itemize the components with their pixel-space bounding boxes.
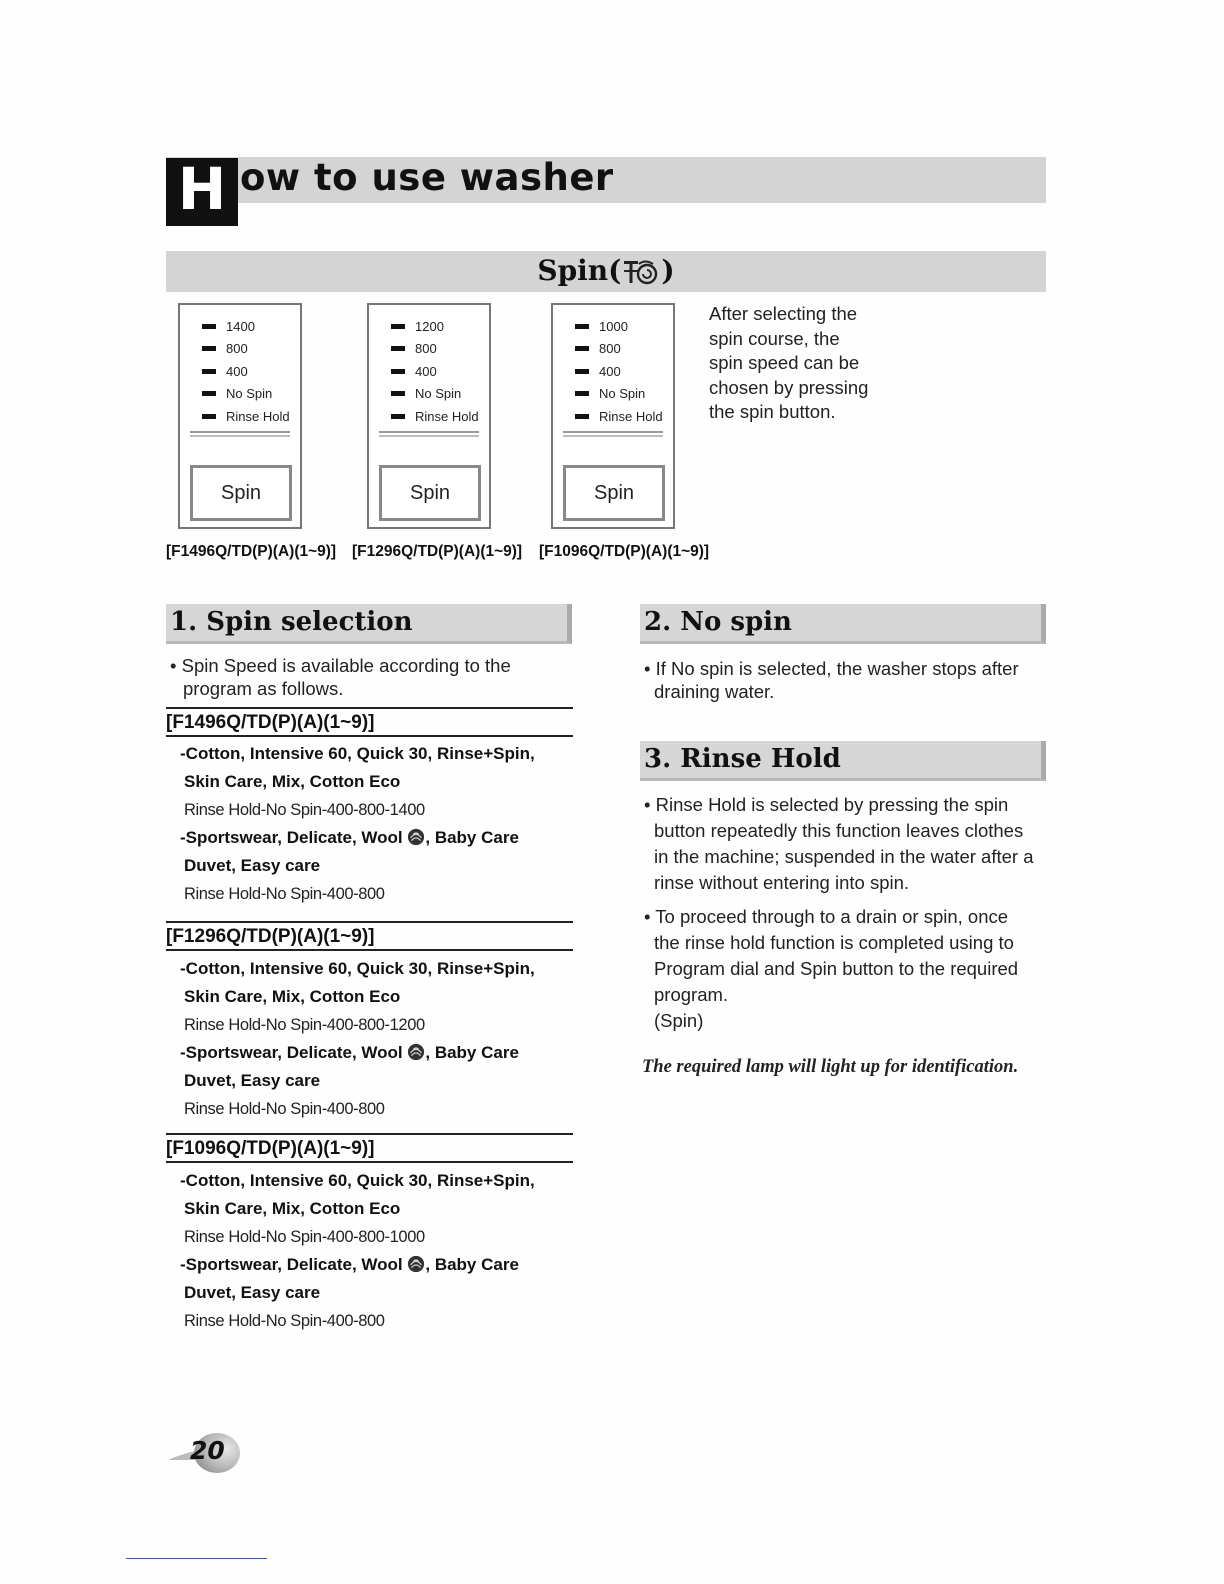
panel-row bbox=[391, 383, 479, 406]
spin-button[interactable]: Spin bbox=[190, 465, 292, 521]
panel-row-label: No Spin bbox=[599, 386, 646, 402]
intro-line: spin speed can be bbox=[709, 352, 860, 373]
panel-row bbox=[202, 405, 290, 428]
panel-row-label: 400 bbox=[599, 363, 621, 379]
bullet-line: program. bbox=[654, 984, 729, 1005]
bullet-line: Program dial and Spin button to the required bbox=[654, 958, 1019, 979]
spin-speed-list: Rinse Hold-No Spin-400-800-1000 bbox=[184, 1228, 425, 1246]
model-programs bbox=[180, 1167, 535, 1335]
program-list: Skin Care, Mix, Cotton Eco bbox=[184, 987, 401, 1006]
wool-icon bbox=[407, 1255, 425, 1273]
lamp-indicator bbox=[575, 346, 589, 351]
lamp-indicator bbox=[202, 324, 216, 329]
panel-row bbox=[202, 315, 290, 338]
lamp-indicator bbox=[575, 369, 589, 374]
panel-row-label: 1400 bbox=[226, 318, 255, 334]
program-list: Skin Care, Mix, Cotton Eco bbox=[184, 1199, 401, 1218]
model-programs bbox=[180, 955, 535, 1123]
panel-row bbox=[202, 360, 290, 383]
panel-row-label: No Spin bbox=[226, 386, 273, 402]
spin-icon bbox=[623, 259, 659, 285]
page-title: ow to use washer bbox=[240, 156, 614, 199]
bullet-line: To proceed through to a drain or spin, once bbox=[655, 906, 1009, 927]
program-list: Skin Care, Mix, Cotton Eco bbox=[184, 772, 401, 791]
page-number: 20 bbox=[190, 1436, 225, 1465]
intro-line: the spin button. bbox=[709, 401, 836, 422]
bullet-line: Rinse Hold is selected by pressing the spin bbox=[655, 794, 1009, 815]
lamp-indicator bbox=[575, 391, 589, 396]
section-2-bullet: • If No spin is selected, the washer stops after draining water. bbox=[644, 657, 1046, 703]
lamp-indicator bbox=[202, 391, 216, 396]
spin-heading-prefix: Spin( bbox=[537, 254, 622, 287]
panel-row-label: 400 bbox=[226, 363, 248, 379]
lamp-indicator bbox=[575, 414, 589, 419]
program-list: -Cotton, Intensive 60, Quick 30, Rinse+Spin, bbox=[180, 1171, 535, 1190]
spin-panel-2 bbox=[367, 303, 491, 529]
spin-panel-1 bbox=[178, 303, 302, 529]
panel-row-label: 400 bbox=[415, 363, 437, 379]
lamp-indicator bbox=[391, 346, 405, 351]
panel-row bbox=[202, 338, 290, 361]
bullet-line: the rinse hold function is completed using to bbox=[654, 932, 1014, 953]
intro-line: spin course, the bbox=[709, 327, 840, 349]
panel-row-label: 800 bbox=[599, 341, 621, 357]
bullet-line: If No spin is selected, the washer stops after bbox=[655, 658, 1019, 679]
bullet-line: draining water. bbox=[654, 681, 775, 702]
panel-row-label: 800 bbox=[226, 341, 248, 357]
model-heading: [F1296Q/TD(P)(A)(1~9)] bbox=[166, 921, 573, 951]
program-list: Duvet, Easy care bbox=[184, 856, 321, 875]
bullet-line: Spin Speed is available according to the bbox=[181, 655, 511, 676]
panel-row-label: Rinse Hold bbox=[415, 408, 479, 424]
panel-divider bbox=[379, 431, 479, 437]
panel-row bbox=[575, 315, 663, 338]
spin-button[interactable]: Spin bbox=[563, 465, 665, 521]
lamp-note: The required lamp will light up for identification. bbox=[642, 1057, 1019, 1077]
program-list: -Cotton, Intensive 60, Quick 30, Rinse+Spin, bbox=[180, 744, 535, 763]
panel-row bbox=[391, 315, 479, 338]
panel-row-label: 1000 bbox=[599, 318, 628, 334]
panel-row-label: 1200 bbox=[415, 318, 444, 334]
program-list: -Sportswear, Delicate, Wool , Baby Care bbox=[180, 828, 519, 847]
panel-row bbox=[575, 383, 663, 406]
bullet-line: button repeatedly this function leaves clothes bbox=[654, 820, 1024, 841]
panel-row bbox=[575, 338, 663, 361]
lamp-indicator bbox=[202, 414, 216, 419]
program-list: -Cotton, Intensive 60, Quick 30, Rinse+Spin, bbox=[180, 959, 535, 978]
bullet-line: program as follows. bbox=[183, 678, 344, 699]
spin-button[interactable]: Spin bbox=[379, 465, 481, 521]
model-programs bbox=[180, 740, 535, 908]
lamp-indicator bbox=[202, 369, 216, 374]
spin-heading bbox=[166, 251, 1046, 292]
bullet-line: in the machine; suspended in the water after a bbox=[654, 846, 1034, 867]
panel-row bbox=[391, 338, 479, 361]
spin-speed-list: Rinse Hold-No Spin-400-800 bbox=[184, 1100, 385, 1118]
panel-model-caption: [F1296Q/TD(P)(A)(1~9)] bbox=[352, 543, 523, 560]
lamp-indicator bbox=[391, 391, 405, 396]
program-list: Duvet, Easy care bbox=[184, 1283, 321, 1302]
panel-model-caption: [F1096Q/TD(P)(A)(1~9)] bbox=[539, 543, 710, 560]
intro-line: After selecting the bbox=[709, 303, 858, 324]
panel-row-label: Rinse Hold bbox=[226, 408, 290, 424]
bullet-line: rinse without entering into spin. bbox=[654, 872, 910, 893]
footer-line bbox=[126, 1558, 267, 1559]
panel-row-label: No Spin bbox=[415, 386, 462, 402]
spin-speed-list: Rinse Hold-No Spin-400-800 bbox=[184, 885, 385, 903]
panel-model-caption: [F1496Q/TD(P)(A)(1~9)] bbox=[166, 543, 337, 560]
lamp-indicator bbox=[391, 324, 405, 329]
spin-speed-list: Rinse Hold-No Spin-400-800 bbox=[184, 1312, 385, 1330]
section-3-bullet-1: • Rinse Hold is selected by pressing the spin button repeatedly this function leaves clothes in the machine; suspended in the water after a rinse without entering into spin. bbox=[644, 792, 1048, 896]
panel-row bbox=[391, 360, 479, 383]
model-heading: [F1096Q/TD(P)(A)(1~9)] bbox=[166, 1133, 573, 1163]
section-3-heading: 3. Rinse Hold bbox=[640, 741, 1046, 781]
lamp-indicator bbox=[391, 369, 405, 374]
intro-text bbox=[709, 302, 899, 425]
wool-icon bbox=[407, 1043, 425, 1061]
bullet-line: (Spin) bbox=[654, 1010, 704, 1031]
page-number-badge bbox=[166, 1430, 242, 1476]
panel-row bbox=[575, 360, 663, 383]
program-list: -Sportswear, Delicate, Wool , Baby Care bbox=[180, 1255, 519, 1274]
spin-heading-suffix: ) bbox=[661, 254, 675, 287]
section-2-heading: 2. No spin bbox=[640, 604, 1046, 644]
panel-row bbox=[575, 405, 663, 428]
program-list: -Sportswear, Delicate, Wool , Baby Care bbox=[180, 1043, 519, 1062]
section-1-bullet: • Spin Speed is available according to the program as follows. bbox=[170, 654, 570, 700]
header-initial: H bbox=[166, 158, 238, 226]
lamp-indicator bbox=[391, 414, 405, 419]
lamp-indicator bbox=[202, 346, 216, 351]
panel-row bbox=[391, 405, 479, 428]
panel-row-label: 800 bbox=[415, 341, 437, 357]
lamp-indicator bbox=[575, 324, 589, 329]
model-heading: [F1496Q/TD(P)(A)(1~9)] bbox=[166, 707, 573, 737]
panel-divider bbox=[190, 431, 290, 437]
program-list: Duvet, Easy care bbox=[184, 1071, 321, 1090]
section-3-bullet-2: • To proceed through to a drain or spin, once the rinse hold function is completed using to Program dial and Spin button to the required program. (Spin) bbox=[644, 904, 1048, 1034]
wool-icon bbox=[407, 828, 425, 846]
spin-panel-3 bbox=[551, 303, 675, 529]
section-1-heading: 1. Spin selection bbox=[166, 604, 572, 644]
spin-speed-list: Rinse Hold-No Spin-400-800-1400 bbox=[184, 801, 425, 819]
intro-line: chosen by pressing bbox=[709, 376, 869, 398]
panel-row bbox=[202, 383, 290, 406]
spin-speed-list: Rinse Hold-No Spin-400-800-1200 bbox=[184, 1016, 425, 1034]
panel-row-label: Rinse Hold bbox=[599, 408, 663, 424]
panel-divider bbox=[563, 431, 663, 437]
